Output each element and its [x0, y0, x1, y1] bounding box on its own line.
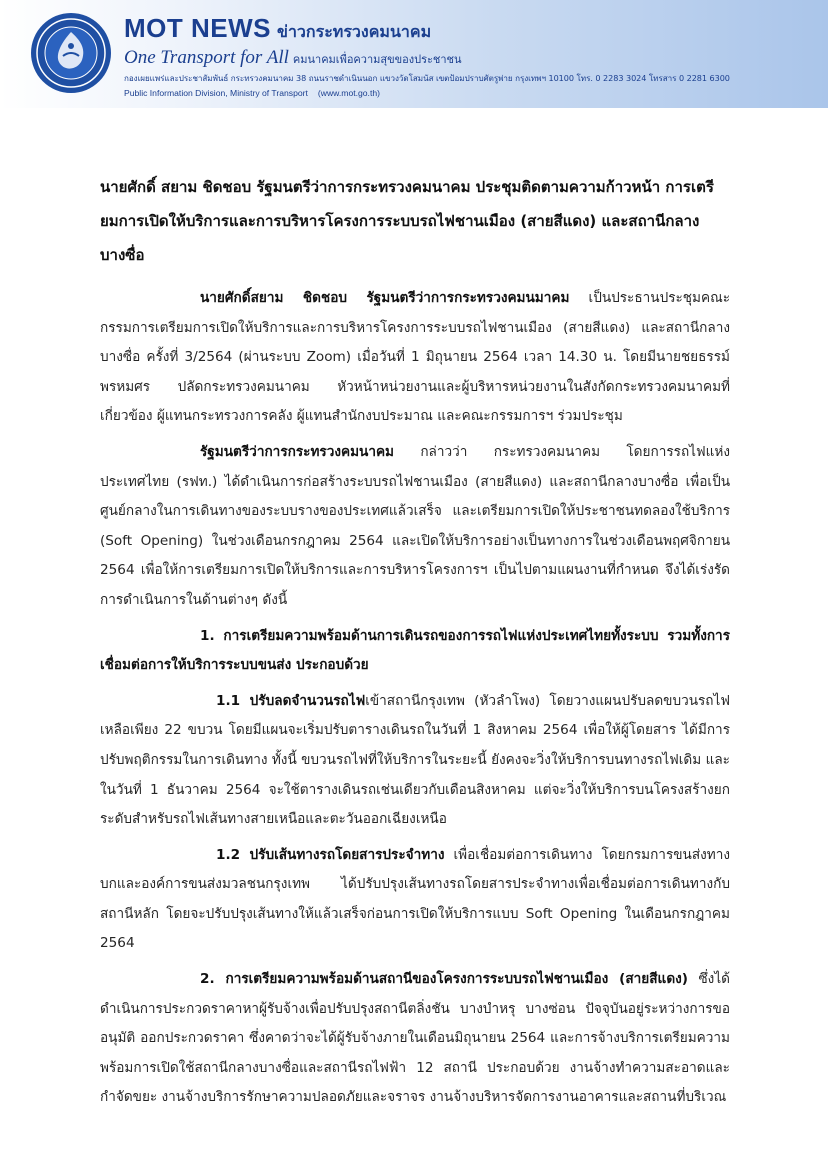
- division-name: Public Information Division, Ministry of Transport: [124, 88, 308, 98]
- address-line: กองเผยแพร่และประชาสัมพันธ์ กระทรวงคมนาคม 38 ถนนราชดำเนินนอก แขวงวัดโสมนัส เขตป้อมปราบศัตรูพ่าย กรุงเทพฯ 10100 โทร. 0 2283 3024 โทรสาร 0 2281 6300: [124, 73, 730, 83]
- brand-title: MOT NEWS: [124, 13, 271, 43]
- section-1-heading: 1. การเตรียมความพร้อมด้านการเดินรถของการรถไฟแห่งประเทศไทยทั้งระบบ รวมทั้งการเชื่อมต่อการให้บริการระบบขนส่ง ประกอบด้วย: [100, 627, 730, 674]
- paragraph-minister-lead: รัฐมนตรีว่าการกระทรวงคมนาคม: [200, 443, 395, 460]
- website-link[interactable]: (www.mot.go.th): [317, 88, 380, 98]
- brand-title-thai: ข่าวกระทรวงคมนาคม: [277, 22, 432, 41]
- section-1-1-lead: 1.1 ปรับลดจำนวนรถไฟ: [216, 692, 366, 709]
- section-1-1: [100, 687, 730, 835]
- article-body: [100, 170, 730, 1119]
- article-title: นายศักดิ์ สยาม ชิดชอบ รัฐมนตรีว่าการกระทรวงคมนาคม ประชุมติดตามความก้าวหน้า การเตรียมการเปิดให้บริการและการบริหารโครงการระบบรถไฟชานเมือง (สายสีแดง) และสถานีกลางบางซื่อ: [100, 178, 714, 264]
- paragraph-minister: [100, 438, 730, 616]
- section-2-body: ซึ่งได้ดำเนินการประกวดราคาหาผู้รับจ้างเพื่อปรับปรุงสถานีตลิ่งชัน บางบำหรุ บางซ่อน ปัจจุบันอยู่ระหว่างการขออนุมัติ ออกประกวดราคา ซึ่งคาดว่าจะได้ผู้รับจ้างภายในเดือนมิถุนายน 2564 และการจ้างบริการเตรียมความพร้อมการเปิดใช้สถานีกลางบางซื่อและสถานีรถไฟฟ้า 12 สถานี ประกอบด้วย งานจ้างทำความสะอาดและกำจัดขยะ งานจ้างบริการรักษาความปลอดภัยและจราจร งานจ้างบริหารจัดการงานอาคารและสถานที่บริเวณ: [100, 971, 730, 1106]
- slogan: One Transport for All: [124, 47, 289, 68]
- masthead-text: [124, 13, 730, 98]
- section-1-2-body: เพื่อเชื่อมต่อการเดินทาง โดยกรมการขนส่งทางบกและองค์การขนส่งมวลชนกรุงเทพ ได้ปรับปรุงเส้นทางรถโดยสารประจำทางเพื่อเชื่อมต่อการเดินทางกับสถานีหลัก โดยจะปรับปรุงเส้นทางให้แล้วเสร็จก่อนการเปิดให้บริการแบบ Soft Opening ในเดือนกรกฎาคม 2564: [100, 846, 730, 952]
- slogan-thai: คมนาคมเพื่อความสุขของประชาชน: [292, 53, 462, 66]
- section-2: [100, 965, 730, 1113]
- section-1-2: [100, 841, 730, 959]
- paragraph-minister-body: กล่าวว่า กระทรวงคมนาคม โดยการรถไฟแห่งประเทศไทย (รฟท.) ได้ดำเนินการก่อสร้างระบบรถไฟชานเมือง (สายสีแดง) และสถานีกลางบางซื่อ เพื่อเป็นศูนย์กลางในการเดินทางของระบบรางของประเทศแล้วเสร็จ และเตรียมการเปิดให้ประชาชนทดลองใช้บริการ (Soft Opening) ในช่วงเดือนกรกฎาคม 2564 และเปิดให้บริการอย่างเป็นทางการในช่วงเดือนพฤศจิกายน 2564 เพื่อให้การเตรียมการเปิดให้บริการและการบริหารโครงการฯ เป็นไปตามแผนงานที่กำหนด จึงได้เร่งรัดการดำเนินการในด้านต่างๆ ดังนี้: [100, 443, 730, 608]
- masthead-banner: [0, 0, 828, 108]
- division-line: [124, 88, 730, 98]
- paragraph-intro-body: เป็นประธานประชุมคณะกรรมการเตรียมการเปิดให้บริการและการบริหารโครงการระบบรถไฟชานเมือง (สายสีแดง) และสถานีกลางบางซื่อ ครั้งที่ 3/2564 (ผ่านระบบ Zoom) เมื่อวันที่ 1 มิถุนายน 2564 เวลา 14.30 น. โดยมีนายชยธรรม์ พรหมศร ปลัดกระทรวงคมนาคม หัวหน้าหน่วยงานและผู้บริหารหน่วยงานในสังกัดกระทรวงคมนาคมที่เกี่ยวข้อง ผู้แทนกระทรวงการคลัง ผู้แทนสำนักงบประมาณ และคณะกรรมการฯ ร่วมประชุม: [100, 290, 730, 425]
- section-1-1-body: เข้าสถานีกรุงเทพ (หัวลำโพง) โดยวางแผนปรับลดขบวนรถไฟเหลือเพียง 22 ขบวน โดยมีแผนจะเริ่มปรับตารางเดินรถในวันที่ 1 สิงหาคม 2564 เพื่อให้ผู้โดยสาร ได้มีการปรับพฤติกรรมในการเดินทาง ทั้งนี้ ขบวนรถไฟที่ให้บริการในระยะนี้ ยังคงจะวิ่งให้บริการบนทางรถไฟเดิม และในวันที่ 1 ธันวาคม 2564 จะใช้ตารางเดินรถเช่นเดียวกับเดือนสิงหาคม แต่จะวิ่งให้บริการบนโครงสร้างยกระดับสำหรับรถไฟเส้นทางสายเหนือและตะวันออกเฉียงเหนือ: [100, 692, 731, 828]
- section-1-2-lead: 1.2 ปรับเส้นทางรถโดยสารประจำทาง: [216, 846, 445, 863]
- ministry-seal-icon: [30, 12, 112, 94]
- section-2-lead: 2. การเตรียมความพร้อมด้านสถานีของโครงการระบบรถไฟชานเมือง (สายสีแดง): [200, 971, 688, 988]
- paragraph-intro-lead: นายศักดิ์สยาม ชิดชอบ รัฐมนตรีว่าการกระทรวงคมนมาคม: [200, 290, 570, 306]
- paragraph-intro: [100, 284, 730, 432]
